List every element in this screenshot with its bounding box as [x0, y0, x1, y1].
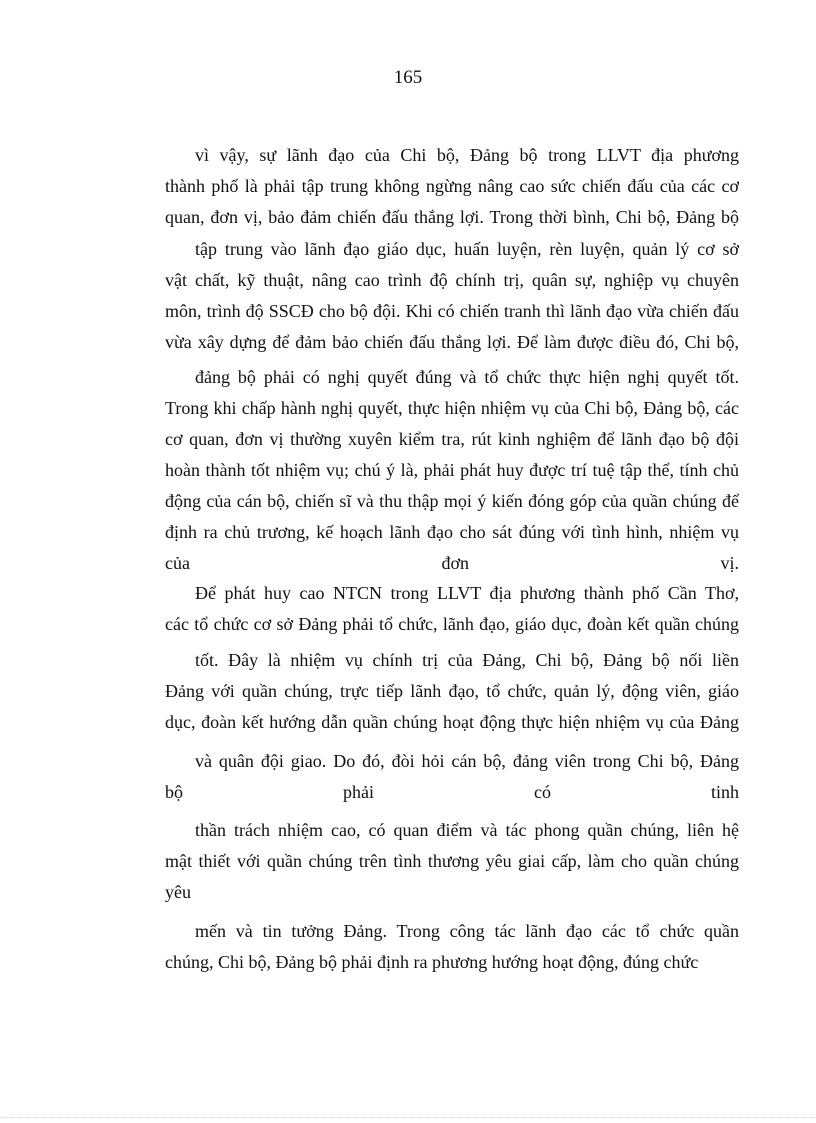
text-line: tập trung vào lãnh đạo giáo dục, huấn luyện, rèn luyện, quản lý cơ sở — [195, 239, 739, 259]
text-line: môn, trình độ SSCĐ cho bộ đội. Khi có chiến tranh thì lãnh đạo vừa chiến đấu — [165, 301, 739, 321]
text-line: dục, đoàn kết hướng dẫn quần chúng hoạt động thực hiện nhiệm vụ của Đảng — [165, 712, 739, 732]
paragraph-block — [165, 916, 739, 978]
paragraph-block — [165, 140, 739, 233]
text-line: vừa xây dựng để đảm bảo chiến đấu thắng lợi. Để làm được điều đó, Chi bộ, — [165, 332, 739, 352]
text-line: thần trách nhiệm cao, có quan điểm và tác phong quần chúng, liên hệ — [195, 820, 739, 840]
text-line: mật thiết với quần chúng trên tình thương yêu giai cấp, làm cho quần chúng — [165, 851, 739, 871]
text-line: vật chất, kỹ thuật, nâng cao trình độ chính trị, quân sự, nghiệp vụ chuyên — [165, 270, 739, 290]
text-line: Trong khi chấp hành nghị quyết, thực hiện nhiệm vụ của Chi bộ, Đảng bộ, các — [165, 398, 739, 418]
text-line: quan, đơn vị, bảo đảm chiến đấu thắng lợi. Trong thời bình, Chi bộ, Đảng bộ — [165, 207, 739, 227]
text-line: bộ phải có tinh — [165, 782, 739, 802]
text-line: mến và tin tưởng Đảng. Trong công tác lãnh đạo các tổ chức quần — [195, 921, 739, 941]
text-line: hoàn thành tốt nhiệm vụ; chú ý là, phải phát huy được trí tuệ tập thể, tính chủ — [165, 460, 739, 480]
paragraph-block — [165, 645, 739, 738]
page-bottom-divider — [0, 1117, 816, 1118]
text-line: đảng bộ phải có nghị quyết đúng và tổ chức thực hiện nghị quyết tốt. — [195, 367, 739, 387]
text-line: Đảng với quần chúng, trực tiếp lãnh đạo, tổ chức, quản lý, động viên, giáo — [165, 681, 739, 701]
text-line: chúng, Chi bộ, Đảng bộ phải định ra phương hướng hoạt động, đúng chức — [165, 952, 699, 972]
text-line: Để phát huy cao NTCN trong LLVT địa phương thành phố Cần Thơ, — [195, 583, 739, 603]
paragraph-block — [165, 234, 739, 358]
text-line: cơ quan, đơn vị thường xuyên kiểm tra, rút kinh nghiệm để lãnh đạo bộ đội — [165, 429, 739, 449]
paragraph-block — [165, 362, 739, 579]
text-line: tốt. Đây là nhiệm vụ chính trị của Đảng, Chi bộ, Đảng bộ nối liền — [195, 650, 739, 670]
text-line: thành phố là phải tập trung không ngừng nâng cao sức chiến đấu của các cơ — [165, 176, 739, 196]
text-line: các tổ chức cơ sở Đảng phải tổ chức, lãnh đạo, giáo dục, đoàn kết quần chúng — [165, 614, 739, 634]
paragraph-block — [165, 746, 739, 808]
text-line: và quân đội giao. Do đó, đòi hỏi cán bộ, đảng viên trong Chi bộ, Đảng — [195, 751, 739, 771]
text-line: yêu — [165, 882, 191, 902]
paragraph-block — [165, 815, 739, 908]
text-line: vì vậy, sự lãnh đạo của Chi bộ, Đảng bộ trong LLVT địa phương — [195, 145, 739, 165]
text-line: động của cán bộ, chiến sĩ và thu thập mọi ý kiến đóng góp của quần chúng để — [165, 491, 739, 511]
text-line: của đơn vị. — [165, 553, 739, 573]
page-number: 165 — [393, 67, 423, 88]
paragraph-block — [165, 578, 739, 640]
text-line: định ra chủ trương, kế hoạch lãnh đạo cho sát đúng với tình hình, nhiệm vụ — [165, 522, 739, 542]
